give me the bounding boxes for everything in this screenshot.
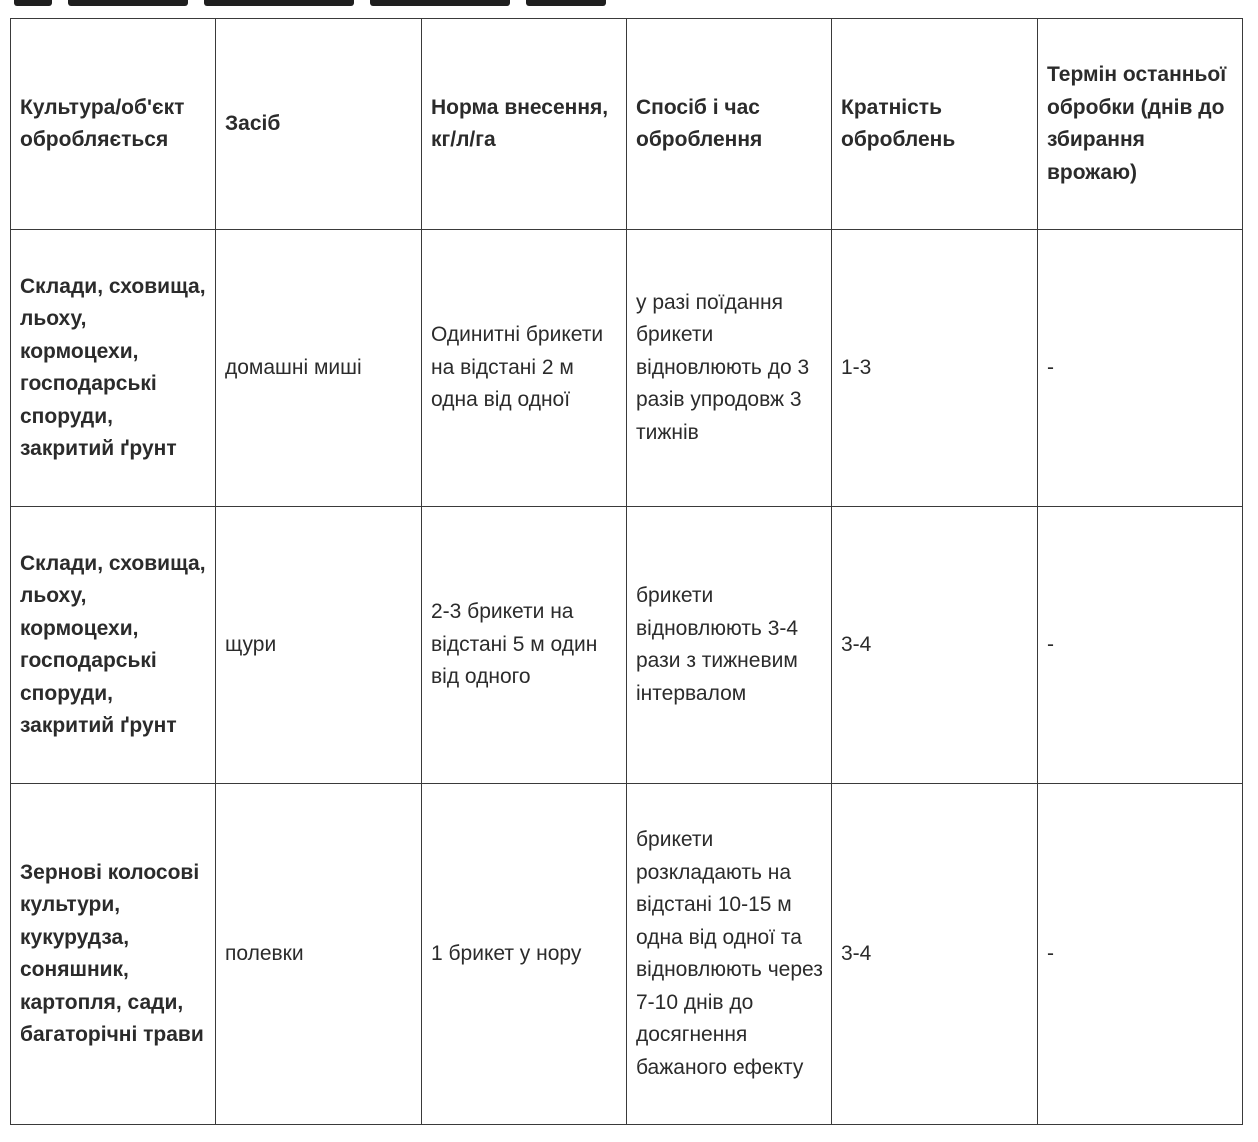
cell-frequency: 1-3	[832, 230, 1038, 507]
table-row	[11, 784, 1243, 1125]
cell-crop: Склади, сховища, льоху, кормоцехи, господарські споруди, закритий ґрунт	[11, 507, 216, 784]
table-row	[11, 507, 1243, 784]
heading-fragment	[68, 0, 188, 6]
cell-last-treatment: -	[1038, 507, 1243, 784]
cell-frequency: 3-4	[832, 784, 1038, 1125]
cell-method: брикети розкладають на відстані 10-15 м одна від одної та відновлюють через 7-10 днів до досягнення бажаного ефекту	[627, 784, 832, 1125]
cell-frequency: 3-4	[832, 507, 1038, 784]
cell-method: у разі поїдання брикети відновлюють до 3 разів упродовж 3 тижнів	[627, 230, 832, 507]
cell-target: полевки	[216, 784, 422, 1125]
cell-rate: Одинитні брикети на відстані 2 м одна від одної	[422, 230, 627, 507]
cell-rate: 2-3 брикети на відстані 5 м один від одного	[422, 507, 627, 784]
cropped-heading	[14, 0, 614, 6]
header-method: Спосіб і час оброблення	[627, 19, 832, 230]
heading-fragment	[14, 0, 52, 6]
header-rate: Норма внесення, кг/л/га	[422, 19, 627, 230]
cell-last-treatment: -	[1038, 784, 1243, 1125]
application-rates-table	[10, 18, 1243, 1125]
cell-method: брикети відновлюють 3-4 рази з тижневим інтервалом	[627, 507, 832, 784]
cell-target: домашні миші	[216, 230, 422, 507]
cell-last-treatment: -	[1038, 230, 1243, 507]
cell-crop: Зернові колосові культури, кукурудза, соняшник, картопля, сади, багаторічні трави	[11, 784, 216, 1125]
table-header-row	[11, 19, 1243, 230]
header-frequency: Кратність оброблень	[832, 19, 1038, 230]
table-row	[11, 230, 1243, 507]
header-crop: Культура/об'єкт обробляється	[11, 19, 216, 230]
cell-target: щури	[216, 507, 422, 784]
cell-rate: 1 брикет у нору	[422, 784, 627, 1125]
header-target: Засіб	[216, 19, 422, 230]
header-last-treatment: Термін останньої обробки (днів до збирання врожаю)	[1038, 19, 1243, 230]
cell-crop: Склади, сховища, льоху, кормоцехи, господарські споруди, закритий ґрунт	[11, 230, 216, 507]
heading-fragment	[370, 0, 510, 6]
heading-fragment	[526, 0, 606, 6]
heading-fragment	[204, 0, 354, 6]
